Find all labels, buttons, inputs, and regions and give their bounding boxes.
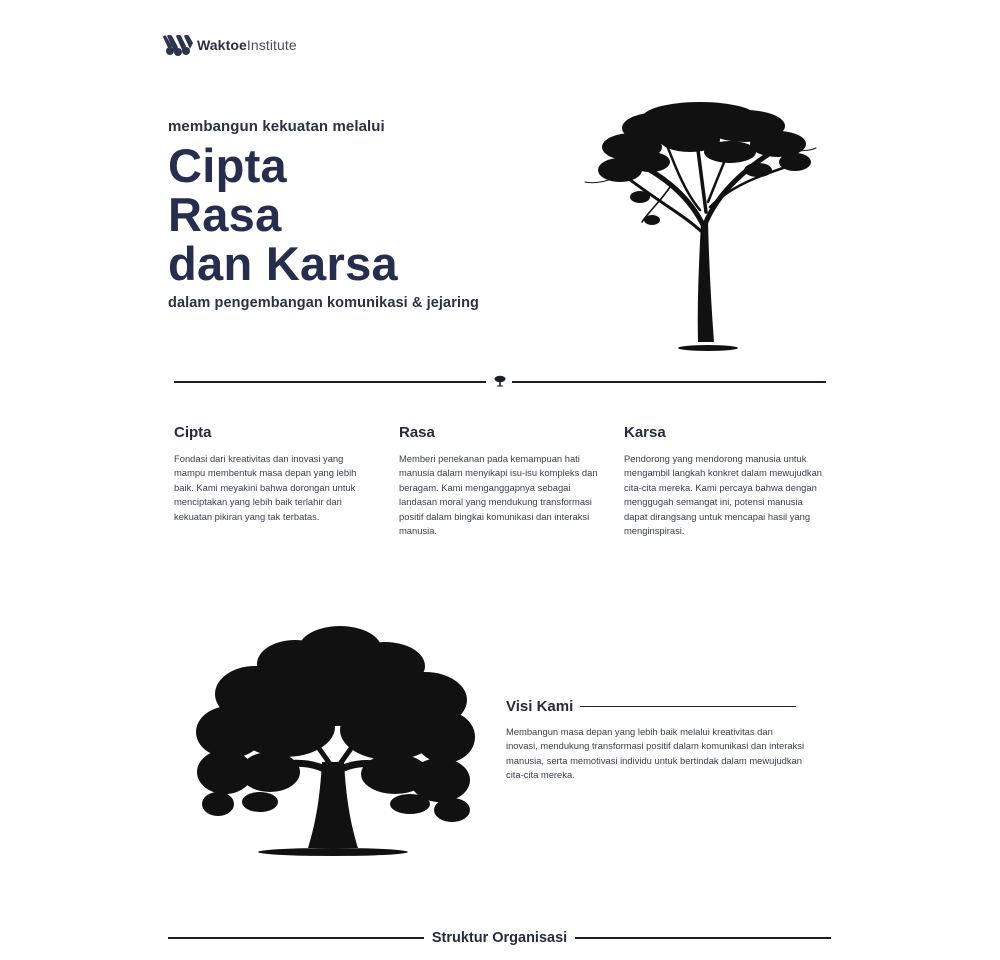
pillar-karsa (624, 424, 824, 538)
hero-subtitle: dalam pengembangan komunikasi & jejaring (168, 295, 479, 311)
hero-title-line-3: dan Karsa (168, 237, 398, 290)
hero-kicker: membangun kekuatan melalui (168, 118, 385, 135)
pillar-title: Rasa (399, 424, 435, 441)
pillar-body: Fondasi dari kreativitas dan inovasi yang mampu membentuk masa depan yang lebih baik. Kami meyakini bahwa dorongan untuk menciptakan yang lebih baik terlahir dari kekuatan pikiran yang tak terbatas. (174, 453, 357, 522)
brand-name-bold: Waktoe (197, 37, 247, 53)
oak-tree-icon (190, 622, 480, 860)
tree-divider-icon (494, 375, 506, 387)
vision-title: Visi Kami (506, 698, 574, 715)
pillar-title: Cipta (174, 424, 212, 441)
hero-section (168, 118, 588, 311)
divider-line-right (512, 381, 826, 383)
org-heading-line-left (168, 937, 424, 939)
vision-heading (506, 698, 806, 715)
org-heading-line-right (575, 937, 831, 939)
pillar-title: Karsa (624, 424, 666, 441)
pillar-cipta (174, 424, 374, 524)
pillar-body: Pendorong yang mendorong manusia untuk mengambil langkah konkret dalam mewujudkan cita-cita mereka. Kami percaya bahwa dengan menggugah semangat ini, potensi manusia dapat dirangsang untuk mencapai hasil yang menginspirasi. (624, 453, 823, 537)
hero-title-line-1: Cipta (168, 139, 287, 192)
section-divider (174, 381, 826, 383)
vision-section (506, 698, 806, 783)
hero-title-line-2: Rasa (168, 188, 282, 241)
org-structure-title: Struktur Organisasi (431, 930, 568, 946)
brand-name (197, 37, 297, 53)
brand-name-light: Institute (246, 37, 297, 53)
vision-body: Membangun masa depan yang lebih baik melalui kreativitas dan inovasi, mendukung transformasi positif dalam komunikasi dan interaksi manusia, serta memotivasi individu untuk bertindak dalam mewujudkan cita-cita mereka. (506, 726, 805, 781)
pillar-rasa (399, 424, 599, 538)
hero-title (168, 141, 588, 288)
divider-line-left (174, 381, 486, 383)
waktoe-logo-icon (162, 34, 194, 56)
vision-rule (580, 706, 796, 708)
brand-logo[interactable] (162, 34, 297, 56)
pillar-body: Memberi penekanan pada kemampuan hati manusia dalam menyikapi isu-isu kompleks dan beragam. Kami menganggapnya sebagai landasan moral yang mendukung transformasi positif dalam bingkai komunikasi dan interaksi manusia. (399, 453, 598, 537)
org-structure-heading (168, 930, 831, 946)
acacia-tree-icon (580, 92, 820, 354)
